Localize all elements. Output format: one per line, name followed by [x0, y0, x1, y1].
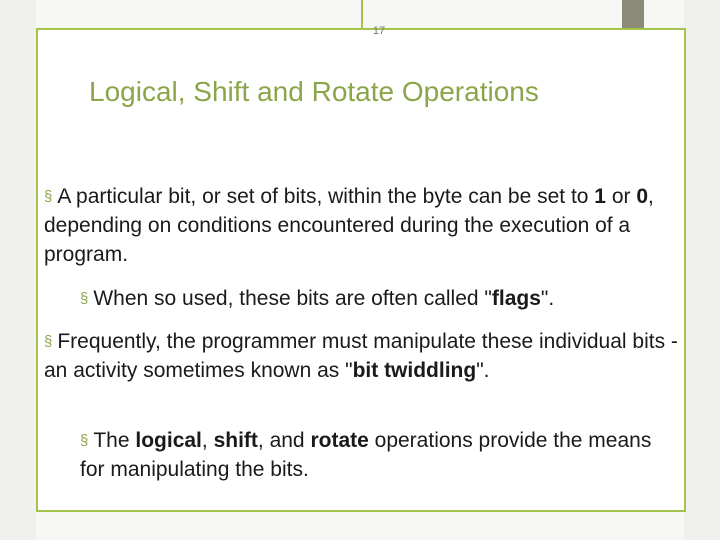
text-segment: , depending on conditions encountered during the execution of a program. [44, 185, 654, 266]
slide-title: Logical, Shift and Rotate Operations [89, 76, 539, 107]
text-segment: ". [540, 287, 555, 310]
sub-bullet-paragraph-1 [80, 284, 680, 313]
text-segment: or [605, 185, 637, 208]
square-bullet-icon: § [80, 432, 89, 449]
slide-number: 17 [372, 25, 386, 37]
bold-text: rotate [310, 429, 369, 452]
bold-text: logical [135, 429, 202, 452]
text-segment: A particular bit, or set of bits, within the byte can be set to [57, 185, 595, 208]
square-bullet-icon: § [44, 333, 53, 350]
right-margin-decoration [684, 0, 720, 540]
text-segment: When so used, these bits are often called " [93, 287, 492, 310]
bold-text: 0 [636, 185, 649, 208]
text-segment: The [93, 429, 136, 452]
sub-bullet-paragraph-2 [80, 426, 680, 484]
square-bullet-icon: § [80, 290, 89, 307]
text-segment: ". [476, 359, 490, 382]
left-margin-decoration [0, 0, 36, 540]
text-segment: operations provide the means for manipulating the bits. [80, 429, 652, 481]
bullet-paragraph-1 [44, 182, 684, 269]
text-segment: , and [257, 429, 311, 452]
bold-text: bit twiddling [352, 359, 477, 382]
bold-text: shift [213, 429, 258, 452]
bold-text: flags [491, 287, 541, 310]
text-segment: Frequently, the programmer must manipulate these individual bits - an activity sometimes known as " [44, 330, 678, 382]
text-segment: , [201, 429, 214, 452]
bullet-paragraph-2 [44, 327, 684, 385]
bold-text: 1 [594, 185, 606, 208]
square-bullet-icon: § [44, 188, 53, 205]
